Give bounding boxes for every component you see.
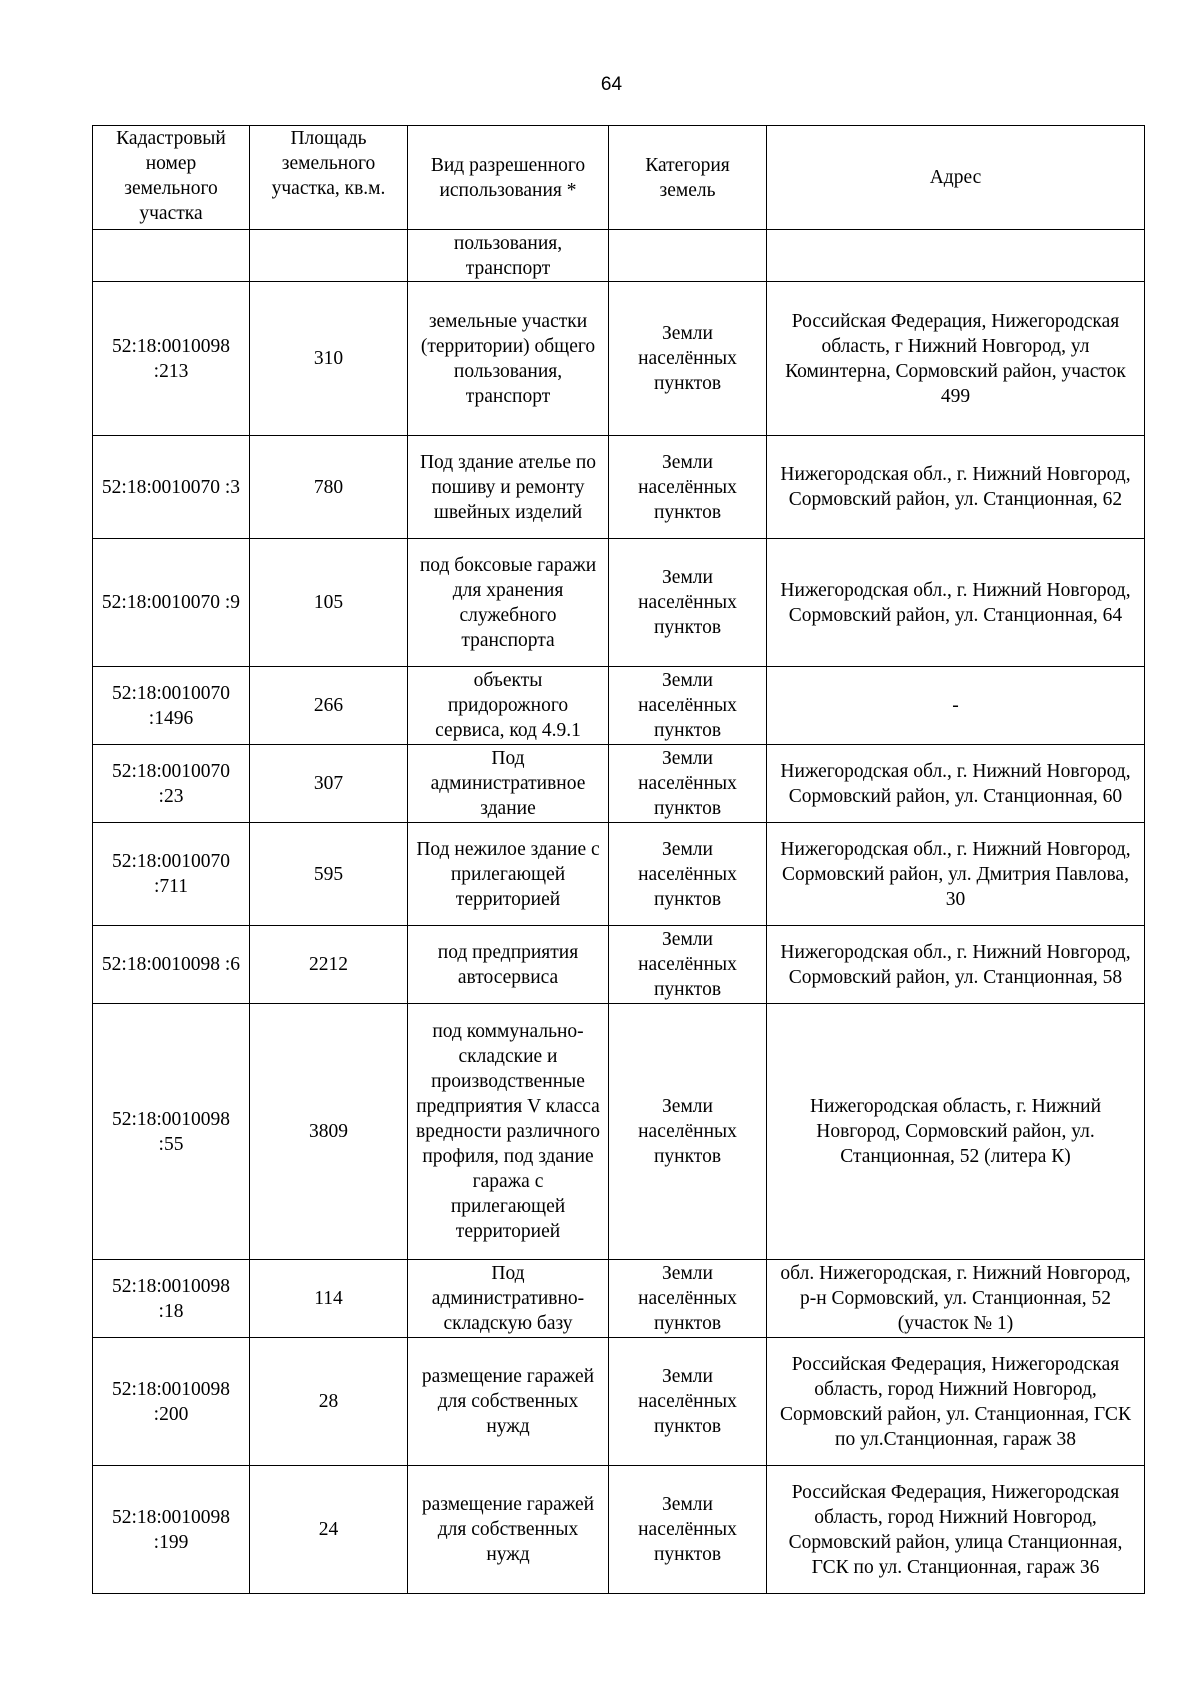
cell-area: 595 — [250, 823, 408, 926]
cell-permitted-use: Под административное здание — [408, 745, 609, 823]
cell-area: 310 — [250, 282, 408, 436]
page-number: 64 — [600, 74, 623, 95]
cell-land-category: Земли населённых пунктов — [609, 1338, 767, 1466]
table-header-row — [93, 126, 1145, 230]
table-row — [93, 1338, 1145, 1466]
cell-permitted-use: под боксовые гаражи для хранения служебного транспорта — [408, 539, 609, 667]
cell-land-category: Земли населённых пунктов — [609, 282, 767, 436]
table-row — [93, 1260, 1145, 1338]
cell-area: 2212 — [250, 926, 408, 1004]
cell-permitted-use: размещение гаражей для собственных нужд — [408, 1466, 609, 1594]
cell-land-category: Земли населённых пунктов — [609, 1260, 767, 1338]
header-area: Площадь земельного участка, кв.м. — [250, 126, 408, 230]
cell-cadastral-number: 52:18:0010070 :711 — [93, 823, 250, 926]
cell-land-category — [609, 230, 767, 282]
cell-cadastral-number: 52:18:0010070 :9 — [93, 539, 250, 667]
cell-address: Российская Федерация, Нижегородская область, город Нижний Новгород, Сормовский район, ул. Станционная, ГСК по ул.Станционная, гараж 38 — [767, 1338, 1145, 1466]
cell-area: 266 — [250, 667, 408, 745]
table-row — [93, 926, 1145, 1004]
cell-land-category: Земли населённых пунктов — [609, 823, 767, 926]
cell-cadastral-number: 52:18:0010098 :55 — [93, 1004, 250, 1260]
cell-cadastral-number: 52:18:0010098 :199 — [93, 1466, 250, 1594]
cell-area: 3809 — [250, 1004, 408, 1260]
cell-land-category: Земли населённых пунктов — [609, 1004, 767, 1260]
cell-land-category: Земли населённых пунктов — [609, 745, 767, 823]
cell-address — [767, 230, 1145, 282]
cell-cadastral-number: 52:18:0010070 :1496 — [93, 667, 250, 745]
cell-cadastral-number: 52:18:0010098 :200 — [93, 1338, 250, 1466]
table-row — [93, 1004, 1145, 1260]
cell-land-category: Земли населённых пунктов — [609, 926, 767, 1004]
table-row — [93, 823, 1145, 926]
cell-cadastral-number: 52:18:0010070 :3 — [93, 436, 250, 539]
table-row — [93, 282, 1145, 436]
cell-area: 780 — [250, 436, 408, 539]
cell-cadastral-number: 52:18:0010098 :6 — [93, 926, 250, 1004]
table-row — [93, 1466, 1145, 1594]
cell-permitted-use: Под здание ателье по пошиву и ремонту швейных изделий — [408, 436, 609, 539]
cell-area: 307 — [250, 745, 408, 823]
cell-cadastral-number: 52:18:0010098 :213 — [93, 282, 250, 436]
header-permitted-use: Вид разрешенного использования * — [408, 126, 609, 230]
cell-land-category: Земли населённых пунктов — [609, 436, 767, 539]
cell-area: 105 — [250, 539, 408, 667]
header-cadastral-number: Кадастровый номер земельного участка — [93, 126, 250, 230]
cell-address: Нижегородская обл., г. Нижний Новгород, Сормовский район, ул. Станционная, 60 — [767, 745, 1145, 823]
cell-permitted-use: объекты придорожного сервиса, код 4.9.1 — [408, 667, 609, 745]
header-land-category: Категория земель — [609, 126, 767, 230]
cell-area: 24 — [250, 1466, 408, 1594]
cell-cadastral-number — [93, 230, 250, 282]
cell-permitted-use: Под нежилое здание с прилегающей территорией — [408, 823, 609, 926]
cell-permitted-use: под предприятия автосервиса — [408, 926, 609, 1004]
cell-permitted-use: пользования, транспорт — [408, 230, 609, 282]
cell-address: обл. Нижегородская, г. Нижний Новгород, р-н Сормовский, ул. Станционная, 52 (участок № 1) — [767, 1260, 1145, 1338]
cell-land-category: Земли населённых пунктов — [609, 667, 767, 745]
table-row — [93, 667, 1145, 745]
table-row — [93, 745, 1145, 823]
cell-address: Нижегородская обл., г. Нижний Новгород, Сормовский район, ул. Дмитрия Павлова, 30 — [767, 823, 1145, 926]
cell-address: Российская Федерация, Нижегородская область, город Нижний Новгород, Сормовский район, улица Станционная, ГСК по ул. Станционная, гараж 36 — [767, 1466, 1145, 1594]
cell-permitted-use: размещение гаражей для собственных нужд — [408, 1338, 609, 1466]
cell-area — [250, 230, 408, 282]
cell-cadastral-number: 52:18:0010098 :18 — [93, 1260, 250, 1338]
table-row — [93, 539, 1145, 667]
cell-area: 114 — [250, 1260, 408, 1338]
cell-area: 28 — [250, 1338, 408, 1466]
cell-address: Нижегородская область, г. Нижний Новгород, Сормовский район, ул. Станционная, 52 (литера К) — [767, 1004, 1145, 1260]
cell-land-category: Земли населённых пунктов — [609, 1466, 767, 1594]
header-address: Адрес — [767, 126, 1145, 230]
table-row — [93, 436, 1145, 539]
cell-land-category: Земли населённых пунктов — [609, 539, 767, 667]
cell-address: Нижегородская обл., г. Нижний Новгород, Сормовский район, ул. Станционная, 64 — [767, 539, 1145, 667]
cell-permitted-use: под коммунально-складские и производственные предприятия V класса вредности различного профиля, под здание гаража с прилегающей территорией — [408, 1004, 609, 1260]
cell-address: Нижегородская обл., г. Нижний Новгород, Сормовский район, ул. Станционная, 62 — [767, 436, 1145, 539]
cell-permitted-use: земельные участки (территории) общего пользования, транспорт — [408, 282, 609, 436]
land-plots-table — [92, 125, 1145, 1594]
table-row — [93, 230, 1145, 282]
cell-address: - — [767, 667, 1145, 745]
cell-permitted-use: Под административно-складскую базу — [408, 1260, 609, 1338]
cell-cadastral-number: 52:18:0010070 :23 — [93, 745, 250, 823]
cell-address: Российская Федерация, Нижегородская область, г Нижний Новгород, ул Коминтерна, Сормовский район, участок 499 — [767, 282, 1145, 436]
cell-address: Нижегородская обл., г. Нижний Новгород, Сормовский район, ул. Станционная, 58 — [767, 926, 1145, 1004]
